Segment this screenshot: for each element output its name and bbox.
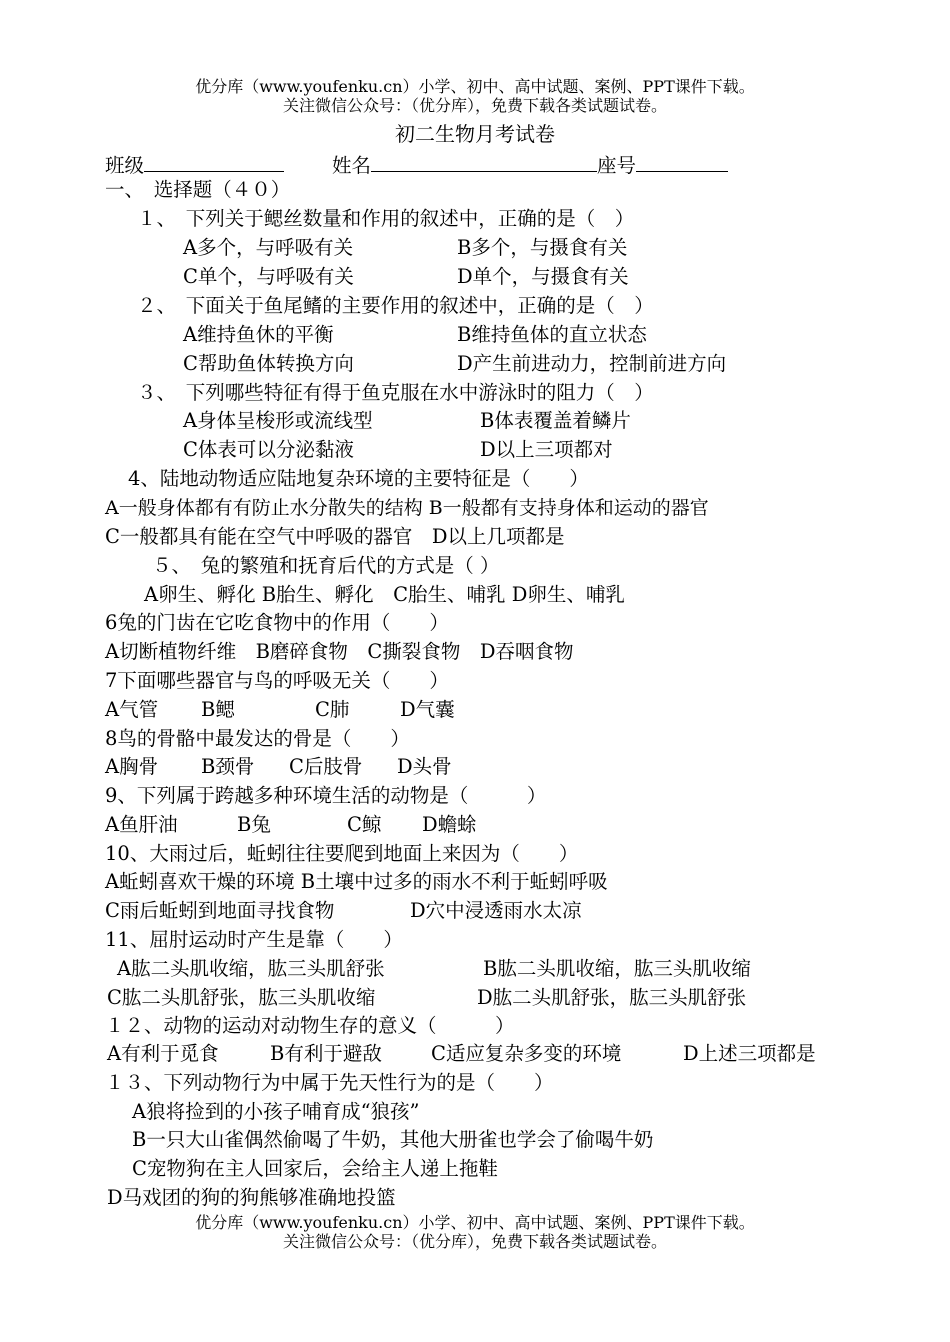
option-c: C雨后蚯蚓到地面寻找食物: [105, 899, 335, 922]
option-d: D马戏团的狗的狗熊够准确地投篮: [107, 1186, 396, 1209]
option-c: C适应复杂多变的环境: [431, 1042, 622, 1065]
exam-title: 初二生物月考试卷: [395, 122, 555, 146]
student-info-row: [105, 151, 728, 178]
option-b: B有利于避敌: [270, 1042, 382, 1065]
question-stem: ５、 兔的繁殖和抚育后代的方式是（ ）: [152, 554, 500, 577]
option-d: D单个，与摄食有关: [457, 265, 629, 288]
option-a: A有利于觅食: [107, 1042, 219, 1065]
question-stem: １３、下列动物行为中属于先天性行为的是（ ）: [105, 1071, 554, 1094]
option-d: D上述三项都是: [683, 1042, 816, 1065]
question-stem: 7下面哪些器官与鸟的呼吸无关（ ）: [105, 669, 449, 692]
option-b: B鳃: [201, 698, 235, 721]
seat-blank[interactable]: [636, 151, 728, 172]
option-a: A多个，与呼吸有关: [183, 236, 354, 259]
option-a: A鱼肝油: [105, 813, 178, 836]
question-stem: 10、大雨过后，蚯蚓往往要爬到地面上来因为（ ）: [105, 842, 579, 865]
seat-label: 座号: [597, 154, 637, 177]
option-row: A卵生、孵化 B胎生、孵化 C胎生、哺乳 D卵生、哺乳: [144, 583, 625, 606]
option-c: C单个，与呼吸有关: [183, 265, 354, 288]
option-d: D气囊: [400, 698, 455, 721]
option-a: A身体呈梭形或流线型: [183, 409, 373, 432]
option-b: B兔: [237, 813, 271, 836]
option-d: D以上三项都对: [480, 438, 613, 461]
section-heading: 一、 选择题（４０）: [105, 178, 291, 201]
option-d: D穴中浸透雨水太凉: [410, 899, 582, 922]
option-d: D蟾蜍: [422, 813, 477, 836]
class-blank[interactable]: [144, 151, 284, 172]
name-label: 姓名: [332, 154, 372, 177]
option-c: C肺: [315, 698, 350, 721]
question-stem: 9、下列属于跨越多种环境生活的动物是（ ）: [105, 784, 547, 807]
option-d: D头骨: [397, 755, 452, 778]
option-b: B肱二头肌收缩，肱三头肌收缩: [483, 957, 751, 980]
question-stem: 6兔的门齿在它吃食物中的作用（ ）: [105, 611, 449, 634]
question-stem: １２、动物的运动对动物生存的意义（ ）: [105, 1014, 515, 1037]
option-c: C宠物狗在主人回家后，会给主人递上拖鞋: [132, 1157, 498, 1180]
option-a: A肱二头肌收缩，肱三头肌舒张: [117, 957, 385, 980]
option-c: C鲸: [347, 813, 382, 836]
option-b: B颈骨: [201, 755, 255, 778]
option-c: C后肢骨: [289, 755, 363, 778]
option-b: B体表覆盖着鳞片: [480, 409, 631, 432]
option-d: D肱二头肌舒张，肱三头肌舒张: [477, 986, 747, 1009]
question-stem: 11、屈肘运动时产生是靠（ ）: [105, 928, 403, 951]
header-line-2: 关注微信公众号：（优分库），免费下载各类试题试卷。: [282, 96, 667, 115]
option-a: A维持鱼休的平衡: [183, 323, 334, 346]
name-blank[interactable]: [371, 151, 597, 172]
option-a-b: A蚯蚓喜欢干燥的环境 B土壤中过多的雨水不利于蚯蚓呼吸: [105, 870, 608, 893]
question-stem: ３、 下列哪些特征有得于鱼克服在水中游泳时的阻力（ ）: [137, 381, 654, 404]
option-c: C肱二头肌舒张，肱三头肌收缩: [107, 986, 376, 1009]
footer-line-1: 优分库（www.youfenku.cn）小学、初中、高中试题、案例、PPT课件下载。: [195, 1213, 755, 1232]
option-a: A胸骨: [105, 755, 159, 778]
option-c: C帮助鱼体转换方向: [183, 352, 354, 375]
class-label: 班级: [105, 154, 145, 177]
option-a: A狼将捡到的小孩子哺育成“狼孩”: [132, 1100, 420, 1123]
option-a: A气管: [105, 698, 159, 721]
question-stem: １、 下列关于鳃丝数量和作用的叙述中，正确的是（ ）: [137, 207, 635, 230]
option-row: A切断植物纤维 B磨碎食物 C撕裂食物 D吞咽食物: [105, 640, 574, 663]
question-stem: ２、 下面关于鱼尾鳍的主要作用的叙述中，正确的是（ ）: [137, 294, 654, 317]
option-b: B维持鱼体的直立状态: [457, 323, 647, 346]
header-line-1: 优分库（www.youfenku.cn）小学、初中、高中试题、案例、PPT课件下载。: [195, 77, 755, 96]
footer-line-2: 关注微信公众号：（优分库），免费下载各类试题试卷。: [282, 1232, 667, 1251]
option-b: B多个，与摄食有关: [457, 236, 628, 259]
option-c-d: C一般都具有能在空气中呼吸的器官 D以上几项都是: [105, 525, 565, 548]
question-stem: 8鸟的骨骼中最发达的骨是（ ）: [105, 727, 410, 750]
option-d: D产生前进动力，控制前进方向: [457, 352, 727, 375]
option-c: C体表可以分泌黏液: [183, 438, 354, 461]
option-a-b: A一般身体都有有防止水分散失的结构 B一般都有支持身体和运动的器官: [105, 497, 709, 519]
option-b: B一只大山雀偶然偷喝了牛奶，其他大册雀也学会了偷喝牛奶: [132, 1128, 654, 1151]
question-stem: 4、陆地动物适应陆地复杂环境的主要特征是（ ）: [128, 467, 589, 490]
